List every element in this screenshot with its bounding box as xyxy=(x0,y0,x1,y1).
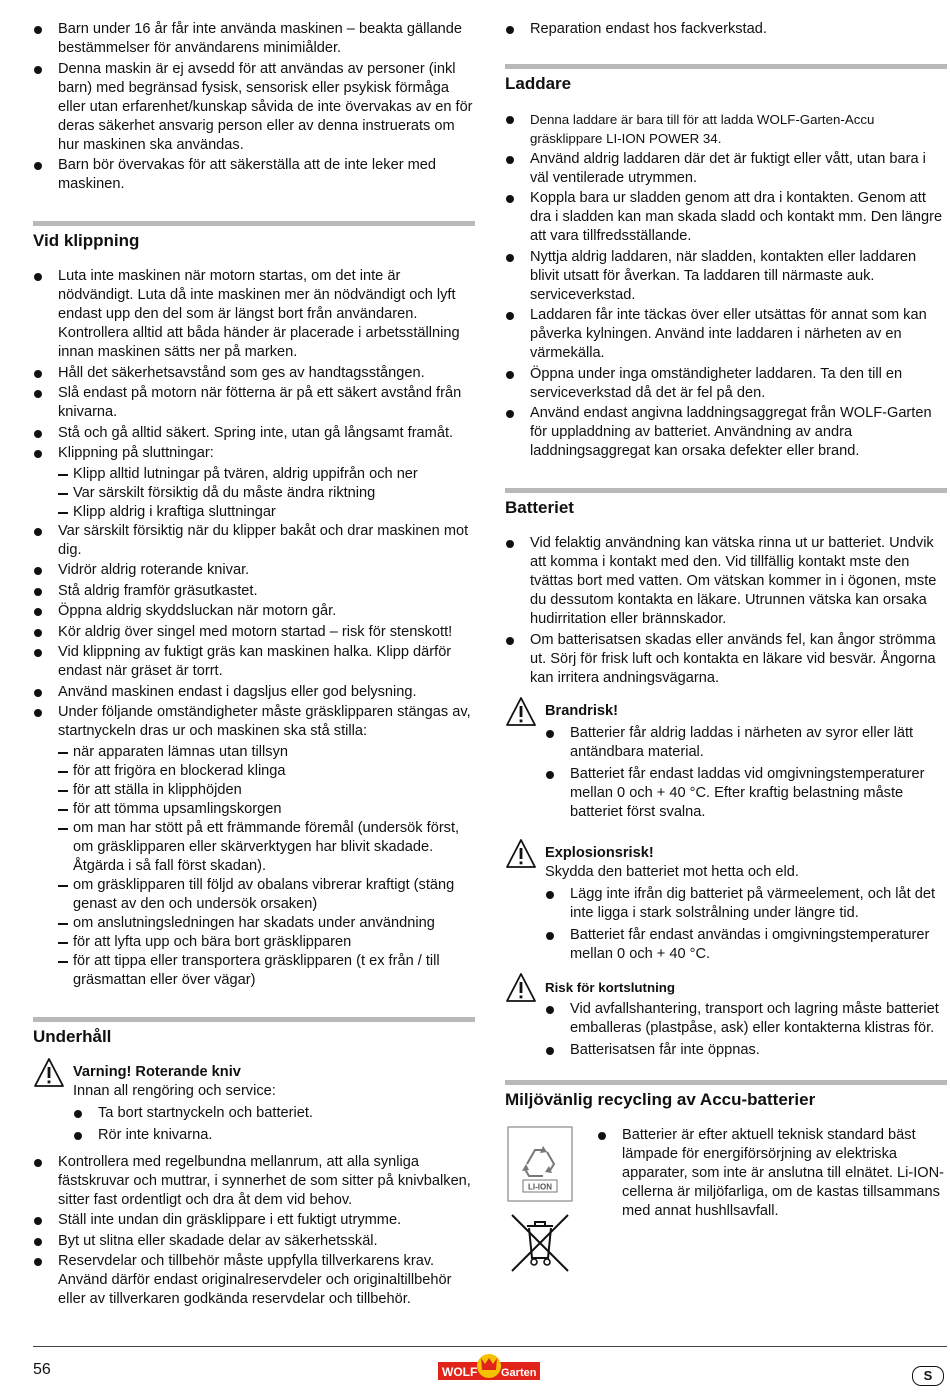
dash-item: för att lyfta upp och bära bort gräsklipparen xyxy=(33,933,475,952)
dash-item: om anslutningsledningen har skadats under användning xyxy=(33,914,475,933)
dash-item: för att tippa eller transportera gräsklipparen (t ex från / till gräsmattan eller över vägar) xyxy=(33,952,475,990)
dash-item: för att ställa in klipphöjden xyxy=(33,781,475,800)
list-item: Kör aldrig över singel med motorn startad – risk för stenskott! xyxy=(33,623,475,642)
list-item: Stå aldrig framför gräsutkastet. xyxy=(33,582,475,601)
wolf-garten-logo xyxy=(438,1352,540,1384)
list-item: Batteriet får endast laddas vid omgivningstemperaturer mellan 0 och + 40 °C. Efter kraftig belastning måste batteriet först svalna. xyxy=(545,765,947,822)
svg-text:LI-ION: LI-ION xyxy=(528,1182,552,1191)
list-item: Rör inte knivarna. xyxy=(73,1126,475,1145)
list-item: Kontrollera med regelbundna mellanrum, att alla synliga fästskruvar och muttrar, i synnerhet de som sitter på knivbalken, sitter fast ordentligt och dra åt dem vid behov. xyxy=(33,1153,475,1210)
list-item: Var särskilt försiktig när du klipper bakåt och drar maskinen mot dig. xyxy=(33,522,475,560)
list-item: Vid avfallshantering, transport och lagring måste batteriet emballeras (plastpåse, ask) eller kontakterna klistras för. xyxy=(545,1000,947,1038)
fire-warning xyxy=(505,702,947,822)
list-item: Batterier är efter aktuell teknisk standard bäst lämpade för energiförsörjning av elektriska apparater, som inte är anslutna till elnätet. Li-ION-cellerna är miljöfarliga, om de kastas tillsammans med annat hushllsavfall. xyxy=(597,1126,947,1221)
list-item: Barn bör övervakas för att säkerställa att de inte leker med maskinen. xyxy=(33,156,475,194)
dash-item: för att frigöra en blockerad klinga xyxy=(33,762,475,781)
list-item: Om batterisatsen skadas eller används fel, kan ångor strömma ut. Sörj för frisk luft och kontakta en läkare vid besvär. Ångorna kan irritera andningsvägarna. xyxy=(505,631,947,688)
recycling-icons xyxy=(507,1126,585,1282)
list-item: Vid felaktig användning kan vätska rinna ut ur batteriet. Undvik att komma i kontakt med den. Vid tillfällig kontakt mste den tvättas bort med vatten. Om vätskan kommer in i ögonen, mste du dessutom kontakta en läkare. Utrunnen vätska kan orsaka hudirritation eller brännskador. xyxy=(505,534,947,629)
warning-title: Varning! Roterande kniv xyxy=(73,1063,241,1080)
cutting-list xyxy=(33,267,475,990)
warning-list xyxy=(545,1000,947,1060)
section-charger xyxy=(505,64,947,461)
list-item: Ställ inte undan din gräsklippare i ett fuktigt utrymme. xyxy=(33,1211,475,1230)
warning-title: Risk för kortslutning xyxy=(545,979,676,995)
list-item: Öppna under inga omständigheter laddaren. Ta den till en serviceverkstad då det är fel på den. xyxy=(505,365,947,403)
list-item: Denna laddare är bara till för att ladda WOLF-Garten-Accu gräsklippare LI-ION POWER 34. xyxy=(505,110,947,148)
footer-divider xyxy=(33,1346,947,1347)
svg-text:WOLF: WOLF xyxy=(442,1365,478,1379)
intro-list xyxy=(33,20,475,194)
dash-item: om man har stött på ett främmande föremål (undersök först, om gräsklipparen eller skärverktygen har blivit skadade. Åtgärda i så fall först skadan). xyxy=(33,819,475,876)
list-item: Byt ut slitna eller skadade delar av säkerhetsskäl. xyxy=(33,1232,475,1251)
list-item: Nyttja aldrig laddaren, när sladden, kontakten eller laddaren blivit utsatt för åverkan. Ta laddaren till närmaste auk. serviceverkstad. xyxy=(505,248,947,305)
list-item: Reservdelar och tillbehör måste uppfylla tillverkarens krav. Använd därför endast originalreservdeler och originaltillbehör eller av tillverkaren godkända reservdelar och tillbehör. xyxy=(33,1252,475,1309)
dash-item: Klipp aldrig i kraftiga sluttningar xyxy=(33,503,475,522)
warning-title: Explosionsrisk! xyxy=(545,844,654,861)
list-item: Lägg inte ifrån dig batteriet på värmeelement, och låt det inte ligga i stark solstrålning under längre tid. xyxy=(545,885,947,923)
list-item: Vid klippning av fuktigt gräs kan maskinen halka. Klipp därför endast när gräset är torrt. xyxy=(33,643,475,681)
warning-list xyxy=(545,885,947,964)
section-heading: Vid klippning xyxy=(33,231,140,250)
section-heading: Miljövänlig recycling av Accu-batterier xyxy=(505,1089,816,1109)
warning-triangle-icon xyxy=(33,1057,65,1089)
warning-triangle-icon xyxy=(505,696,537,728)
list-item: Luta inte maskinen när motorn startas, om det inte är nödvändigt. Luta då inte maskinen mer än nödvändigt och lyft endast upp den del som är längst bort från användaren. Kontrollera alltid att båda händer är placerade i arbetsställning innan maskinen sätts ner på marken. xyxy=(33,267,475,362)
short-circuit-warning xyxy=(505,978,947,1060)
dash-item: när apparaten lämnas utan tillsyn xyxy=(33,743,475,762)
page-number: 56 xyxy=(33,1361,51,1378)
list-item: Vidrör aldrig roterande knivar. xyxy=(33,561,475,580)
list-item: Ta bort startnyckeln och batteriet. xyxy=(73,1104,475,1123)
warning-title: Brandrisk! xyxy=(545,702,618,719)
section-maintenance xyxy=(33,1017,475,1310)
warning-triangle-icon xyxy=(505,972,537,1004)
dash-item: Var särskilt försiktig då du måste ändra riktning xyxy=(33,484,475,503)
crossed-bin-icon xyxy=(507,1210,573,1276)
warning-intro: Innan all rengöring och service: xyxy=(73,1082,276,1099)
section-battery xyxy=(505,488,947,1060)
list-item: Batteriet får endast användas i omgivningstemperaturer mellan 0 och + 40 °C. xyxy=(545,926,947,964)
list-item: Använd maskinen endast i dagsljus eller god belysning. xyxy=(33,683,475,702)
list-item: Koppla bara ur sladden genom att dra i kontakten. Genom att dra i sladden kan man skada sladd och kontakt mm. Den längre att vara tillfredsställande. xyxy=(505,189,947,246)
list-item: Batterisatsen får inte öppnas. xyxy=(545,1041,947,1060)
list-item: Batterier får aldrig laddas i närheten av syror eller lätt antändbara material. xyxy=(545,724,947,762)
svg-text:Garten: Garten xyxy=(501,1367,537,1379)
recycling-block xyxy=(505,1126,947,1276)
battery-list xyxy=(505,534,947,688)
language-badge: S xyxy=(912,1366,944,1386)
list-item: Använd aldrig laddaren där det är fuktigt eller vått, utan bara i väl ventilerade utrymmen. xyxy=(505,150,947,188)
warning-triangle-icon xyxy=(505,838,537,870)
list-item: Slå endast på motorn när fötterna är på ett säkert avstånd från knivarna. xyxy=(33,384,475,422)
explosion-warning xyxy=(505,844,947,964)
list-item: Denna maskin är ej avsedd för att användas av personer (inkl barn) med begränsad fysisk, sensorisk eller psykisk förmåga eller utan erfarenhet/kunskap såvida de inte övervakas av en för deras säkerhet ansvarig person eller av denna instruerats om hur maskinen ska användas. xyxy=(33,60,475,155)
list-item: Klippning på sluttningar: xyxy=(33,444,475,463)
dash-item: Klipp alltid lutningar på tvären, aldrig uppifrån och ner xyxy=(33,465,475,484)
warning-list xyxy=(545,724,947,822)
section-recycling xyxy=(505,1080,947,1276)
warning-list xyxy=(73,1104,475,1145)
warning-block xyxy=(33,1063,475,1145)
section-cutting xyxy=(33,221,475,990)
list-item: Stå och gå alltid säkert. Spring inte, utan gå långsamt framåt. xyxy=(33,424,475,443)
section-heading: Batteriet xyxy=(505,498,574,517)
list-item: Under följande omständigheter måste gräsklipparen stängas av, startnyckeln dras ur och maskinen ska stå stilla: xyxy=(33,703,475,741)
repair-list xyxy=(505,20,947,39)
list-item: Reparation endast hos fackverkstad. xyxy=(505,20,947,39)
warning-intro: Skydda den batteriet mot hetta och eld. xyxy=(545,863,799,880)
list-item: Laddaren får inte täckas över eller utsättas för annat som kan påverka kylningen. Använd inte laddaren i närheten av en värmekälla. xyxy=(505,306,947,363)
left-column xyxy=(33,20,475,1311)
section-heading: Underhåll xyxy=(33,1026,112,1046)
dash-item: för att tömma upsamlingskorgen xyxy=(33,800,475,819)
list-item: Barn under 16 år får inte använda maskinen – beakta gällande bestämmelser för användarens minimiålder. xyxy=(33,20,475,58)
list-item: Håll det säkerhetsavstånd som ges av handtagsstången. xyxy=(33,364,475,383)
recycle-liion-icon xyxy=(507,1126,573,1202)
right-column xyxy=(505,20,947,1276)
list-item: Öppna aldrig skyddsluckan när motorn går. xyxy=(33,602,475,621)
charger-list xyxy=(505,110,947,461)
dash-item: om gräsklipparen till följd av obalans vibrerar kraftigt (stäng genast av den och undersök orsaken) xyxy=(33,876,475,914)
recycling-list xyxy=(597,1126,947,1223)
maintenance-list xyxy=(33,1153,475,1310)
section-heading: Laddare xyxy=(505,74,572,93)
list-item: Använd endast angivna laddningsaggregat från WOLF-Garten för uppladdning av batteriet. Användning av andra laddningsaggregat kan orsaka defekter eller brand. xyxy=(505,404,947,461)
